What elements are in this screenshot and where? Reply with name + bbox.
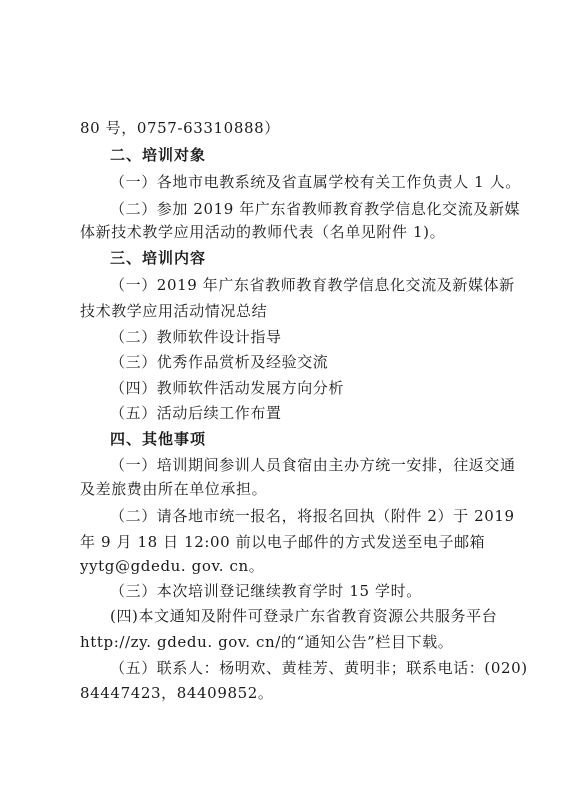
text-line: (四)本文通知及附件可登录广东省教育资源公共服务平台 — [110, 607, 498, 625]
text-line: （一）各地市电教系统及省直属学校有关工作负责人 1 人。 — [110, 173, 521, 191]
phone-text: 84447423，84409852。 — [80, 684, 274, 702]
text-line: （一）2019 年广东省教师教育教学信息化交流及新媒体新 — [110, 276, 515, 294]
email-text: yytg@gdedu. gov. cn。 — [80, 557, 265, 575]
url-text: http://zy. gdedu. gov. cn/的“通知公告”栏目下载。 — [80, 633, 454, 651]
text-line: 及差旅费由所在单位承担。 — [80, 480, 268, 498]
text-line: 80 号，0757-63310888） — [80, 119, 280, 137]
section-heading-other-matters: 四、其他事项 — [110, 430, 207, 448]
text-line: （四）教师软件活动发展方向分析 — [110, 379, 345, 397]
text-line: （三）优秀作品赏析及经验交流 — [110, 353, 329, 371]
text-line: 技术教学应用活动情况总结 — [80, 302, 268, 320]
section-heading-training-target: 二、培训对象 — [110, 146, 207, 164]
text-line: 体新技术教学应用活动的教师代表（名单见附件 1)。 — [80, 223, 446, 241]
text-line: （二）请各地市统一报名，将报名回执（附件 2）于 2019 — [110, 507, 515, 525]
text-line: （二）参加 2019 年广东省教师教育教学信息化交流及新媒 — [110, 200, 521, 218]
text-line: （三）本次培训登记继续教育学时 15 学时。 — [110, 582, 422, 600]
text-line: （五）联系人：杨明欢、黄桂芳、黄明非；联系电话：(020) — [110, 659, 528, 677]
text-line: 年 9 月 18 日 12:00 前以电子邮件的方式发送至电子邮箱 — [80, 533, 486, 551]
text-line: （五）活动后续工作布置 — [110, 404, 282, 422]
text-line: （二）教师软件设计指导 — [110, 328, 282, 346]
section-heading-training-content: 三、培训内容 — [110, 249, 207, 267]
text-line: （一）培训期间参训人员食宿由主办方统一安排，往返交通 — [110, 456, 516, 474]
